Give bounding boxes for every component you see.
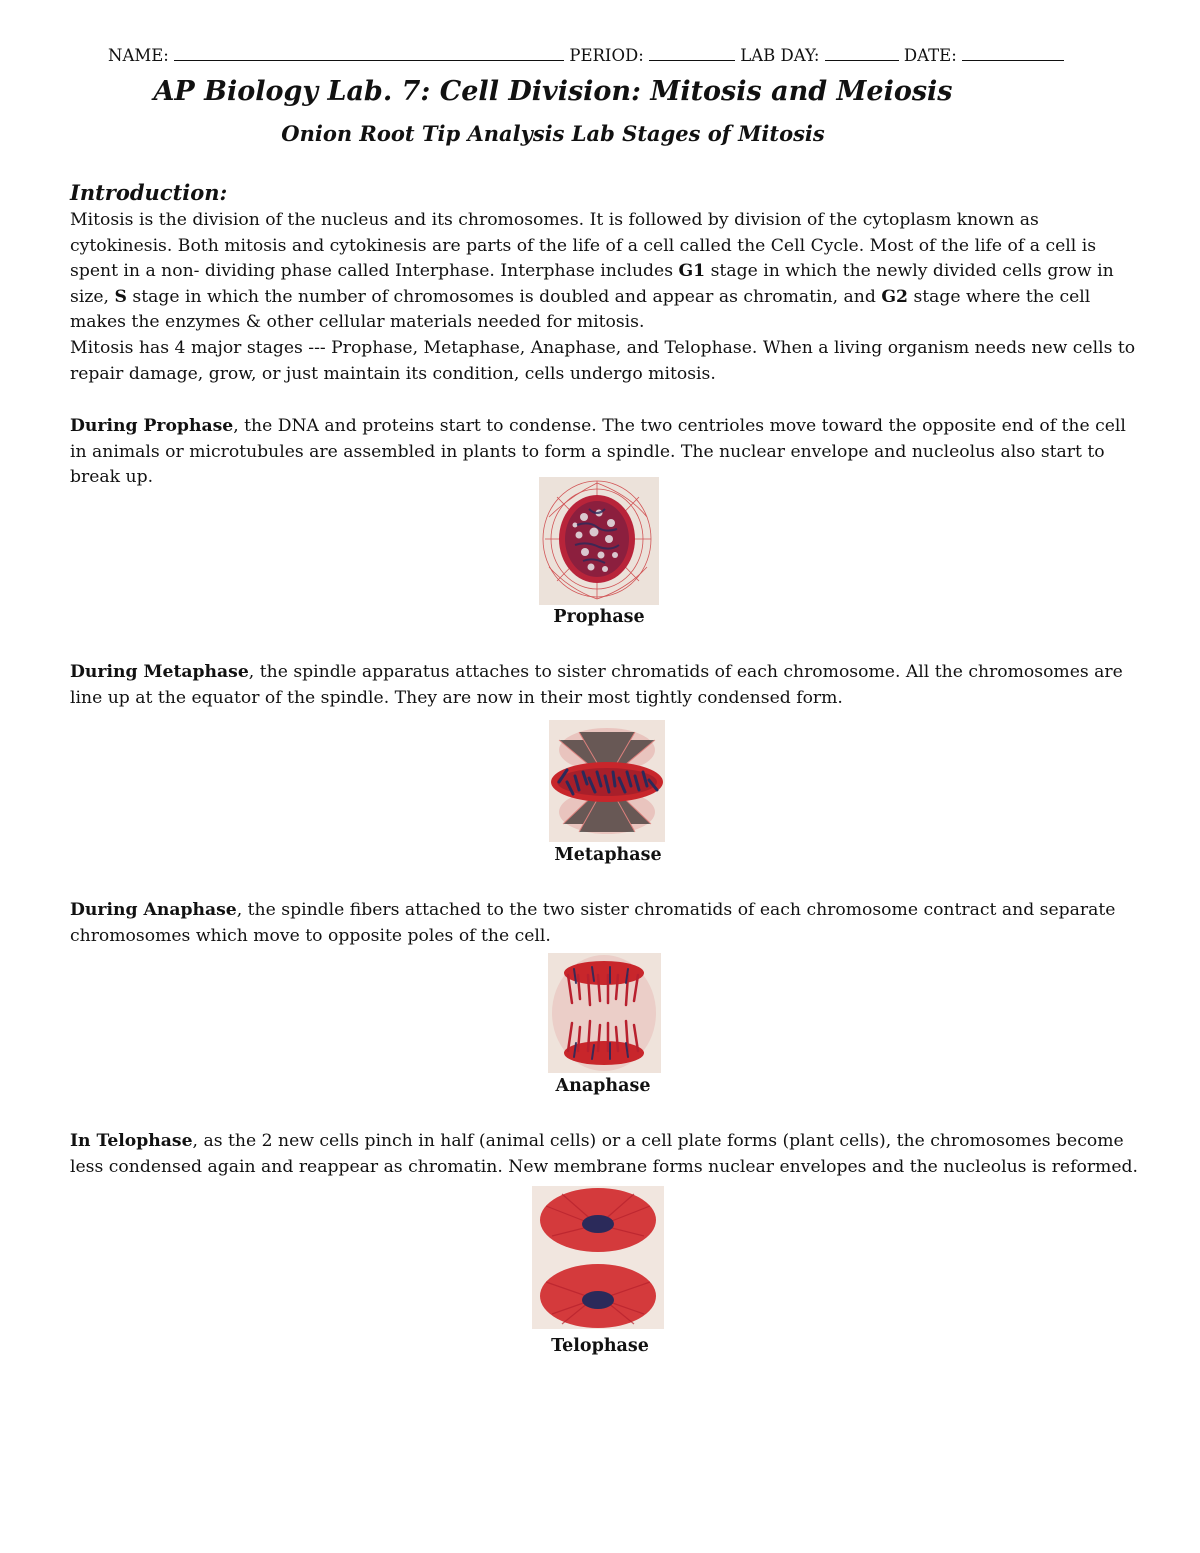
telophase-micrograph (532, 1186, 664, 1329)
anaphase-micrograph (548, 953, 661, 1073)
telophase-caption: Telophase (551, 1336, 649, 1356)
g1-term: G1 (678, 261, 706, 281)
student-info-line (108, 46, 1098, 65)
metaphase-paragraph: During Metaphase, the spindle apparatus attaches to sister chromatids of each chromosome. All the chromosomes are line up at the equator of the spindle. They are now in their most tightly condensed form. (70, 662, 1123, 708)
lab-day-label: LAB DAY: (740, 46, 820, 65)
page-subtitle: Onion Root Tip Analysis Lab Stages of Mitosis (281, 121, 825, 146)
introduction-paragraph-1: Mitosis is the division of the nucleus and its chromosomes. It is followed by division of the cytoplasm known as cytokinesis. Both mitosis and cytokinesis are parts of the life of a cell called the Cell Cycle. Most of the life of a cell is spent in a non- dividing phase called Interphase. Interphase includes G1 stage in which the newly divided cells grow in size, S stage in which the number of chromosomes is doubled and appear as chromatin, and G2 stage where the cell makes the enzymes & other cellular materials needed for mitosis. (70, 210, 1114, 332)
anaphase-caption: Anaphase (555, 1076, 651, 1096)
telophase-lead: In Telophase (70, 1131, 193, 1151)
date-label: DATE: (903, 46, 957, 65)
prophase-caption: Prophase (553, 607, 645, 627)
prophase-paragraph: During Prophase, the DNA and proteins start to condense. The two centrioles move toward the opposite end of the cell in animals or microtubules are assembled in plants to form a spindle. The nuclear envelope and nucleolus also start to break up. (70, 416, 1126, 487)
introduction-paragraph-2: Mitosis has 4 major stages --- Prophase, Metaphase, Anaphase, and Telophase. When a living organism needs new cells to repair damage, grow, or just maintain its condition, cells undergo mitosis. (70, 338, 1136, 384)
s-term: S (114, 286, 127, 307)
telophase-paragraph: In Telophase, as the 2 new cells pinch in half (animal cells) or a cell plate forms (plant cells), the chromosomes become less condensed again and reappear as chromatin. New membrane forms nuclear envelopes and the nucleolus is reformed. (70, 1131, 1138, 1177)
name-label: NAME: (108, 46, 169, 65)
metaphase-lead: During Metaphase (70, 662, 249, 682)
lab-day-blank[interactable] (825, 46, 899, 61)
name-blank[interactable] (174, 46, 564, 61)
prophase-lead: During Prophase (70, 416, 234, 436)
anaphase-paragraph: During Anaphase, the spindle fibers attached to the two sister chromatids of each chromosome contract and separate chromosomes which move to opposite poles of the cell. (70, 900, 1116, 946)
metaphase-caption: Metaphase (554, 845, 662, 865)
prophase-micrograph (539, 477, 659, 605)
anaphase-lead: During Anaphase (70, 900, 237, 920)
page-title: AP Biology Lab. 7: Cell Division: Mitosis and Meiosis (153, 76, 953, 107)
g2-term: G2 (881, 286, 908, 307)
period-blank[interactable] (649, 46, 735, 61)
metaphase-micrograph (549, 720, 665, 842)
introduction-heading: Introduction: (70, 180, 228, 205)
date-blank[interactable] (962, 46, 1064, 61)
period-label: PERIOD: (569, 46, 644, 65)
